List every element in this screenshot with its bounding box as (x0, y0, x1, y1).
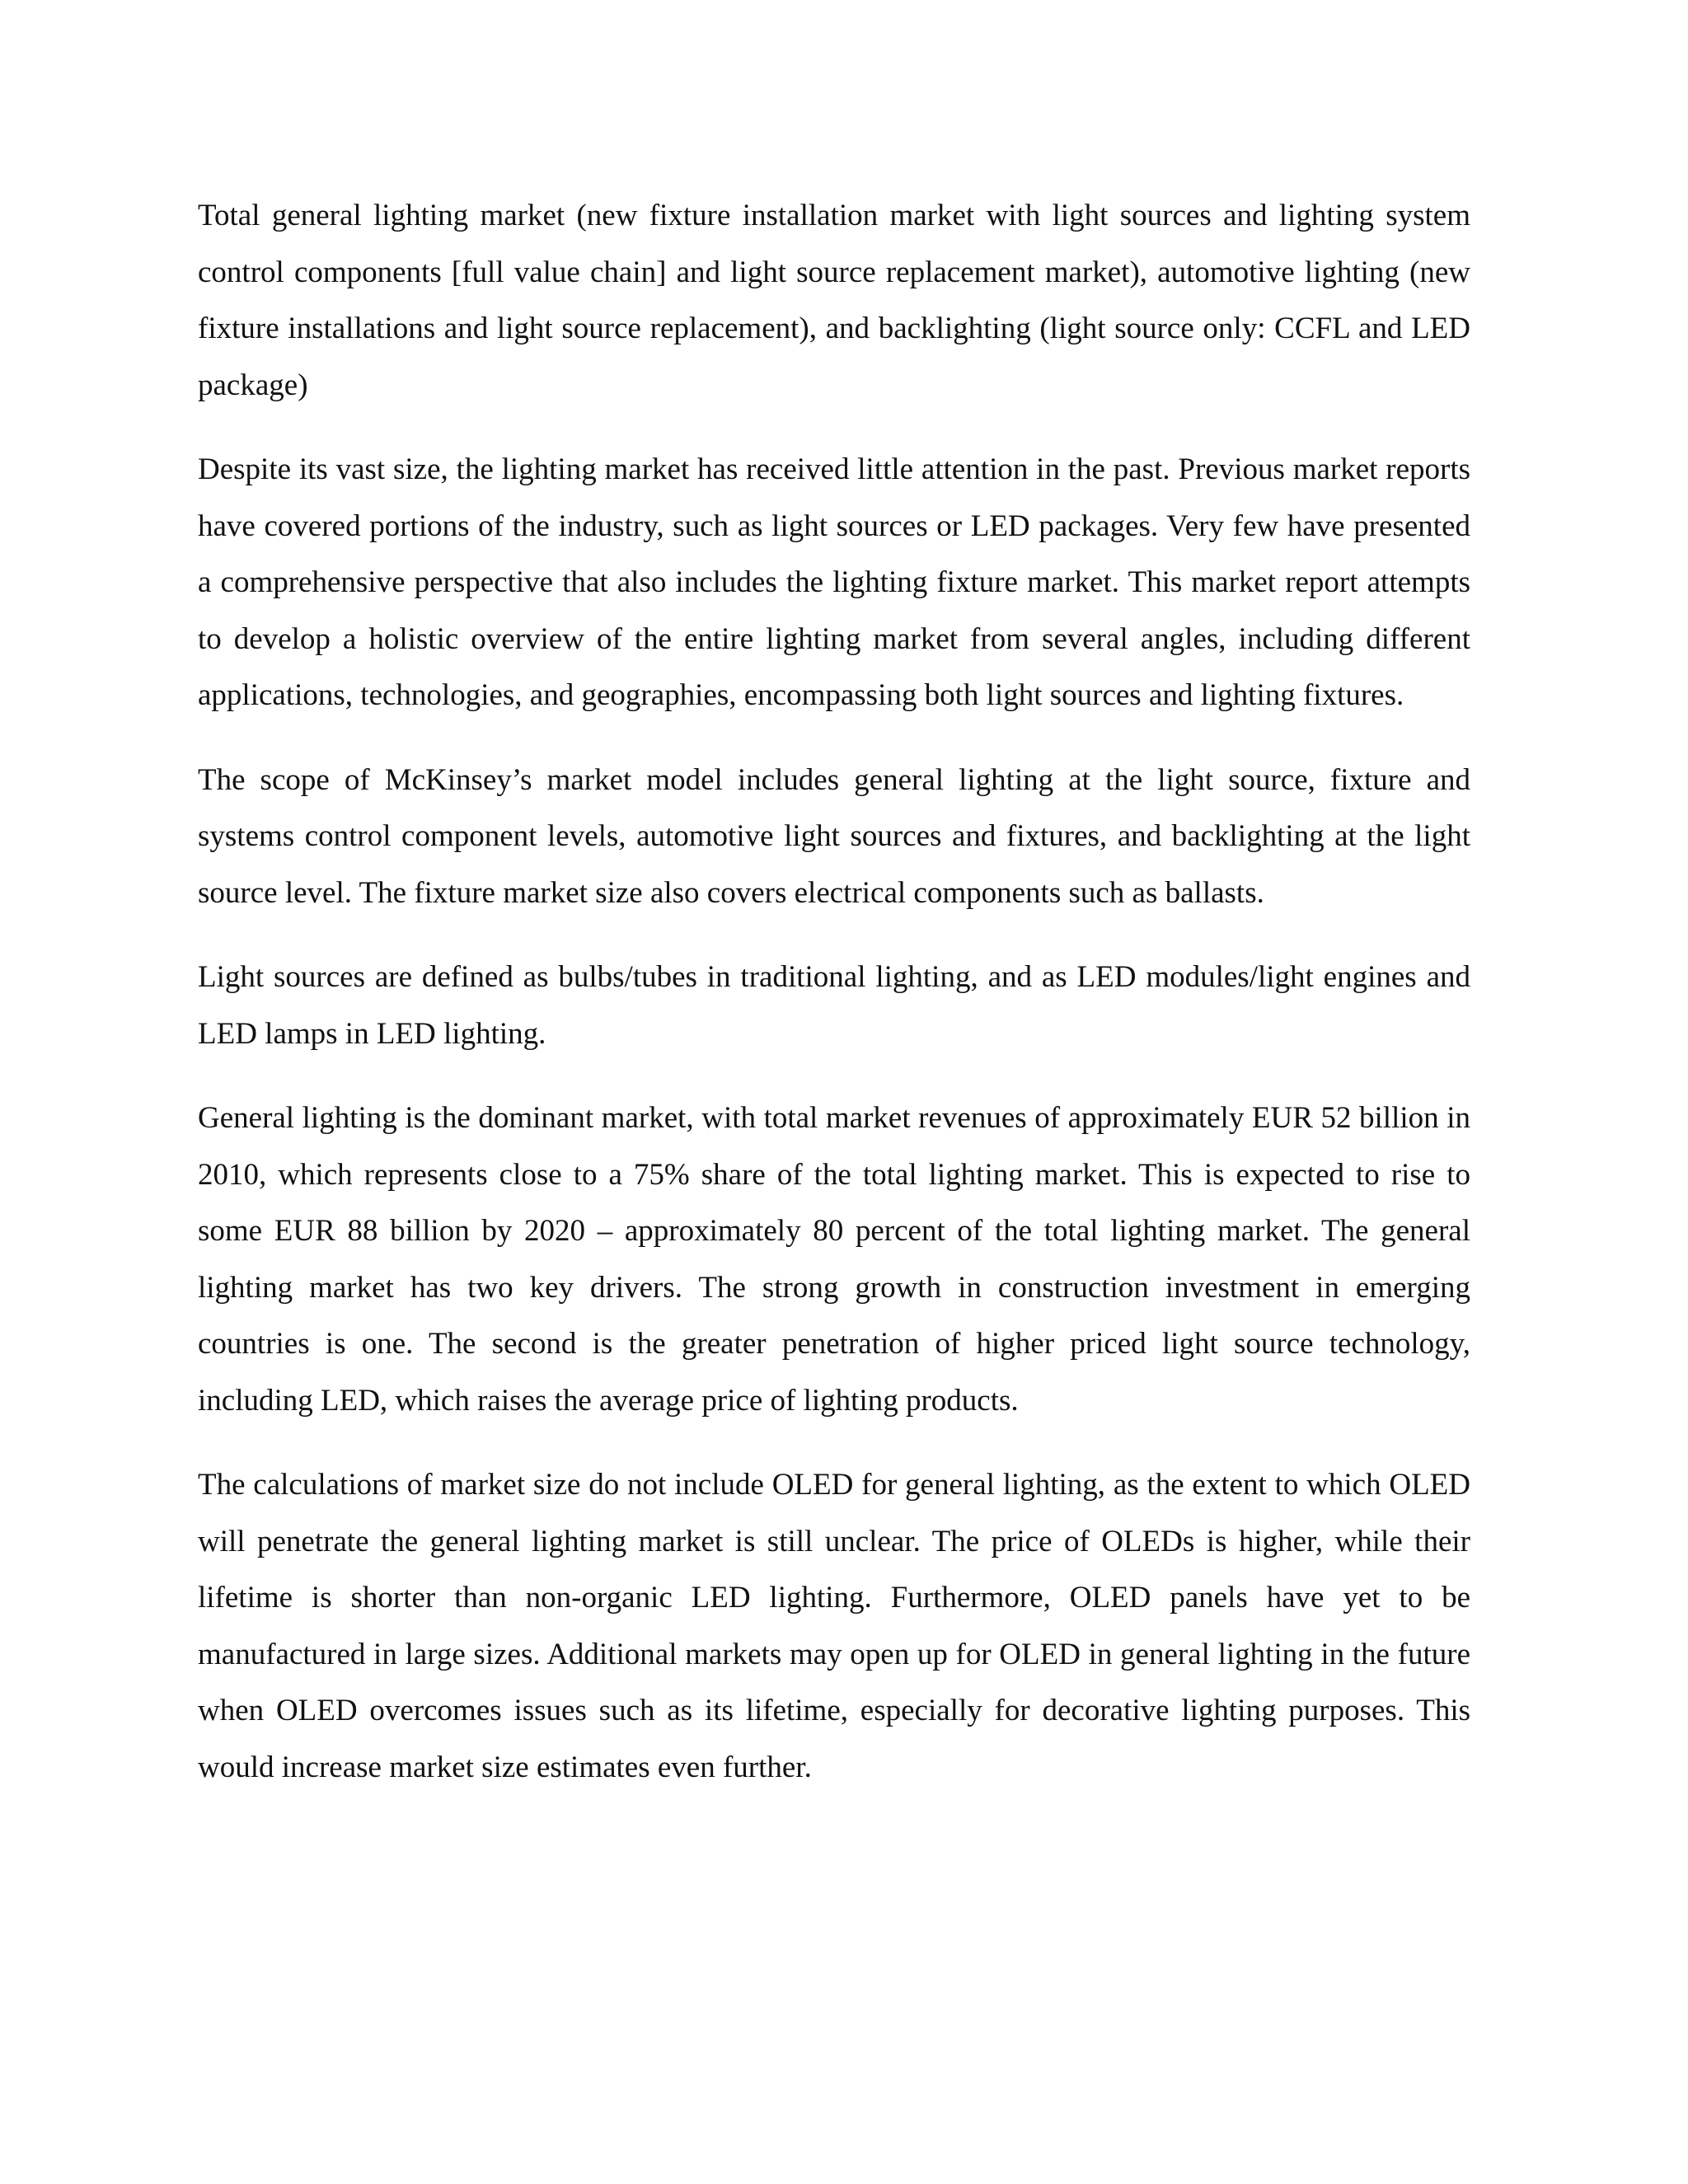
document-body (198, 188, 1470, 1824)
paragraph-oled-exclusion: The calculations of market size do not include OLED for general lighting, as the extent to which OLED will penetrate the general lighting market is still unclear. The price of OLEDs is higher, while their lifetime is shorter than non-organic LED lighting. Furthermore, OLED panels have yet to be manufactured in large sizes. Additional markets may open up for OLED in general lighting in the future when OLED overcomes issues such as its lifetime, especially for decorative lighting purposes. This would increase market size estimates even further. (198, 1468, 1470, 1784)
paragraph-model-scope: The scope of McKinsey’s market model includes general lighting at the light source, fixture and systems control component levels, automotive light sources and fixtures, and backlighting at the light source level. The fixture market size also covers electrical components such as ballasts. (198, 762, 1470, 910)
paragraph-market-definition: Total general lighting market (new fixture installation market with light sources and lighting system control components [full value chain] and light source replacement market), automotive lighting (new fixture installations and light source replacement), and backlighting (light source only: CCFL and LED package) (198, 199, 1470, 402)
paragraph-market-attention: Despite its vast size, the lighting market has received little attention in the past. Previous market reports have covered portions of the industry, such as light sources or LED packages. Very few have presented a comprehensive perspective that also includes the lighting fixture market. This market report attempts to develop a holistic overview of the entire lighting market from several angles, including different applications, technologies, and geographies, encompassing both light sources and lighting fixtures. (198, 452, 1470, 712)
paragraph-light-sources-definition: Light sources are defined as bulbs/tubes in traditional lighting, and as LED modules/light engines and LED lamps in LED lighting. (198, 960, 1470, 1051)
paragraph-general-lighting-market: General lighting is the dominant market, with total market revenues of approximately EUR 52 billion in 2010, which represents close to a 75% share of the total lighting market. This is expected to rise to some EUR 88 billion by 2020 – approximately 80 percent of the total lighting market. The general lighting market has two key drivers. The strong growth in construction investment in emerging countries is one. The second is the greater penetration of higher priced light source technology, including LED, which raises the average price of lighting products. (198, 1101, 1470, 1418)
